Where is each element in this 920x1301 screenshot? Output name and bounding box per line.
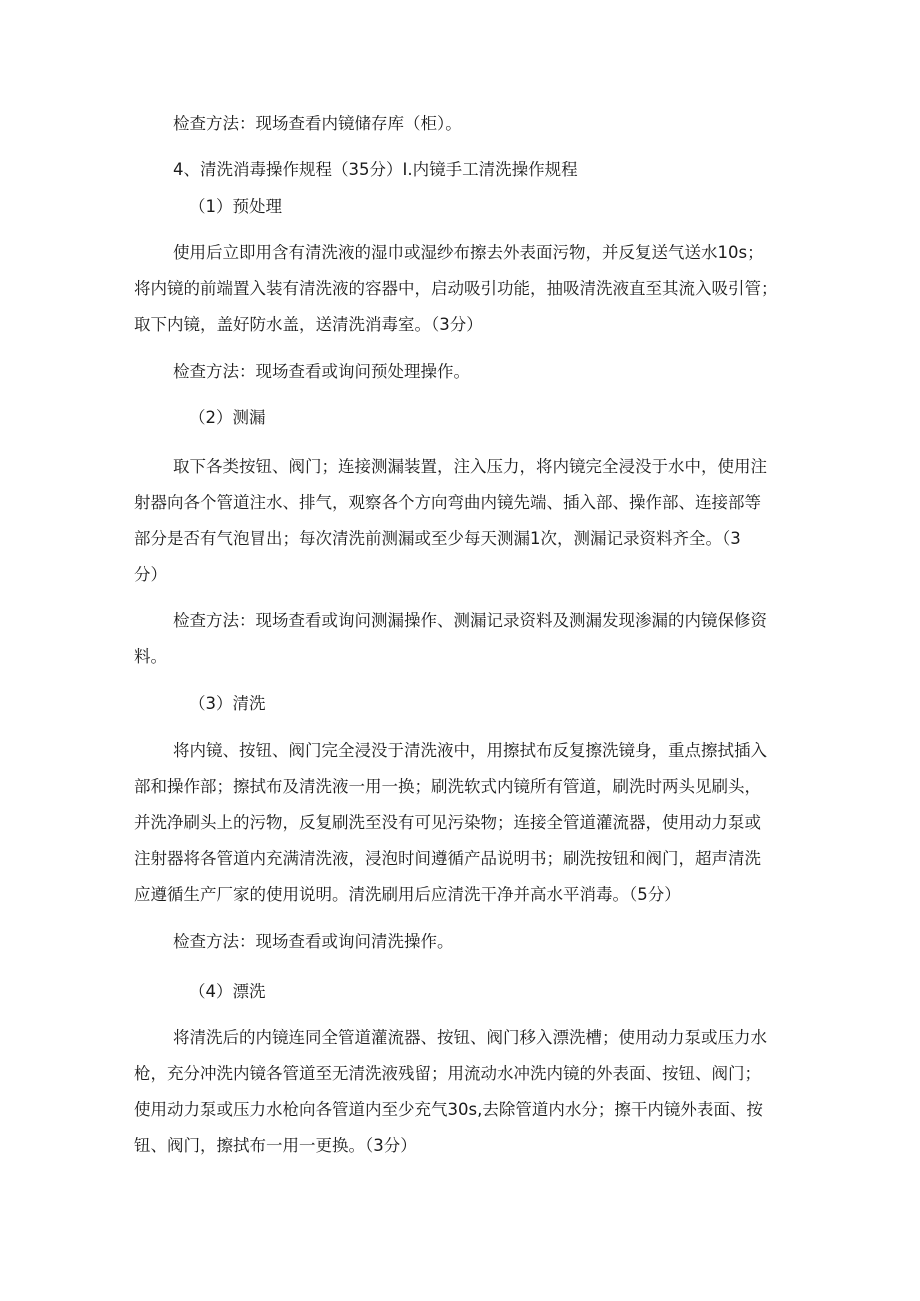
- paragraph-line: 应遵循生产厂家的使用说明。清洗刷用后应清洗干净并高水平消毒。（5分）: [134, 885, 681, 904]
- paragraph-line: 射器向各个管道注水、排气，观察各个方向弯曲内镜先端、插入部、操作部、连接部等: [134, 493, 761, 512]
- subheading-pretreatment: （1）预处理: [189, 197, 282, 216]
- paragraph-line: 取下各类按钮、阀门；连接测漏装置，注入压力，将内镜完全浸没于水中，使用注: [173, 457, 767, 476]
- check-method-leak-test: 检查方法：现场查看或询问测漏操作、测漏记录资料及测漏发现渗漏的内镜保修资: [173, 611, 767, 630]
- paragraph-line: 将内镜、按钮、阀门完全浸没于清洗液中，用擦拭布反复擦洗镜身，重点擦拭插入: [173, 741, 767, 760]
- paragraph-line: 注射器将各管道内充满清洗液，浸泡时间遵循产品说明书；刷洗按钮和阀门，超声清洗: [134, 849, 761, 868]
- paragraph-line: 部分是否有气泡冒出；每次清洗前测漏或至少每天测漏1次，测漏记录资料齐全。（3: [134, 529, 741, 548]
- paragraph-line: 使用后立即用含有清洗液的湿巾或湿纱布擦去外表面污物，并反复送气送水10s；: [173, 243, 764, 262]
- paragraph-line: 钮、阀门，擦拭布一用一更换。（3分）: [134, 1136, 417, 1155]
- subheading-leak-test: （2）测漏: [189, 408, 266, 427]
- paragraph-line: 料。: [134, 647, 167, 666]
- paragraph-line: 使用动力泵或压力水枪向各管道内至少充气30s,去除管道内水分；擦干内镜外表面、按: [134, 1100, 763, 1119]
- paragraph-line: 分）: [134, 565, 167, 584]
- subheading-cleaning: （3）清洗: [189, 694, 266, 713]
- check-method-pretreatment: 检查方法：现场查看或询问预处理操作。: [173, 362, 470, 381]
- subheading-rinsing: （4）漂洗: [189, 982, 266, 1001]
- check-method-cleaning: 检查方法：现场查看或询问清洗操作。: [173, 932, 454, 951]
- check-method-storage: 检查方法：现场查看内镜储存库（柜）。: [173, 114, 462, 133]
- paragraph-line: 并洗净刷头上的污物，反复刷洗至没有可见污染物；连接全管道灌流器，使用动力泵或: [134, 813, 761, 832]
- paragraph-line: 取下内镜，盖好防水盖，送清洗消毒室。（3分）: [134, 315, 483, 334]
- paragraph-line: 将清洗后的内镜连同全管道灌流器、按钮、阀门移入漂洗槽；使用动力泵或压力水: [173, 1028, 767, 1047]
- paragraph-line: 枪，充分冲洗内镜各管道至无清洗液残留；用流动水冲洗内镜的外表面、按钮、阀门；: [134, 1064, 761, 1083]
- section-heading-cleaning-procedure: 4、清洗消毒操作规程（35分）I.内镜手工清洗操作规程: [173, 160, 578, 179]
- paragraph-line: 部和操作部；擦拭布及清洗液一用一换；刷洗软式内镜所有管道，刷洗时两头见刷头，: [134, 777, 761, 796]
- paragraph-line: 将内镜的前端置入装有清洗液的容器中，启动吸引功能，抽吸清洗液直至其流入吸引管；: [134, 279, 778, 298]
